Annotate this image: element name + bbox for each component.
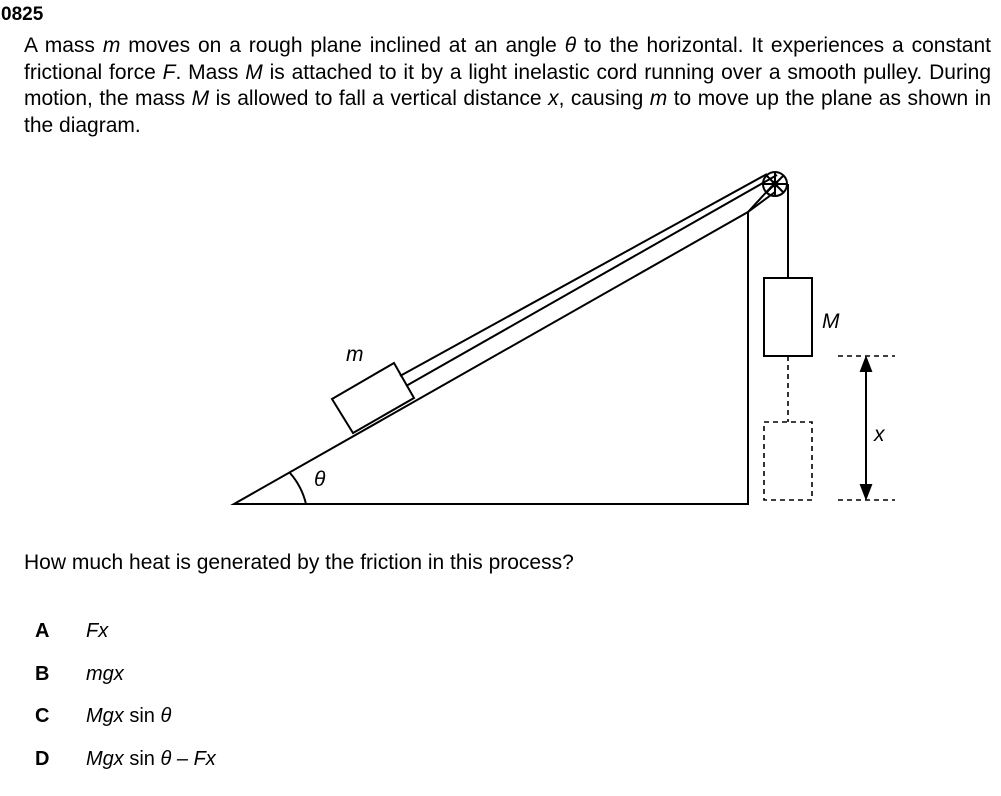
- label-x: x: [874, 423, 885, 446]
- question-number: 0825: [1, 4, 44, 25]
- block-M-final: [764, 422, 812, 500]
- option-text: Mgx sin θ: [86, 705, 172, 727]
- option-text: Mgx sin θ – Fx: [86, 748, 216, 770]
- label-m: m: [346, 343, 364, 366]
- option-text: mgx: [86, 663, 124, 685]
- distance-arrow: [861, 358, 871, 498]
- option-letter: A: [35, 620, 50, 642]
- option-text: Fx: [86, 620, 109, 642]
- cord-incline-lower: [406, 175, 777, 386]
- block-m: [332, 363, 414, 433]
- option-letter: B: [35, 663, 50, 685]
- cord-incline-upper: [400, 174, 767, 376]
- question-prompt: How much heat is generated by the friction in this process?: [24, 551, 574, 574]
- incline-plane: [234, 212, 748, 504]
- block-M: [764, 278, 812, 356]
- angle-arc: [290, 473, 306, 504]
- option-letter: D: [35, 748, 50, 770]
- label-theta: θ: [314, 468, 326, 491]
- pulley: [763, 172, 787, 196]
- question-stem: A mass m moves on a rough plane inclined at an angle θ to the horizontal. It experiences a constant frictional force F. Mass M is attached to it by a light inelastic cord running over a smooth pulley. During motion, the mass M is allowed to fall a vertical distance x, causing m to move up the plane as shown in the diagram.: [24, 34, 992, 137]
- label-M: M: [822, 310, 840, 333]
- option-letter: C: [35, 705, 50, 727]
